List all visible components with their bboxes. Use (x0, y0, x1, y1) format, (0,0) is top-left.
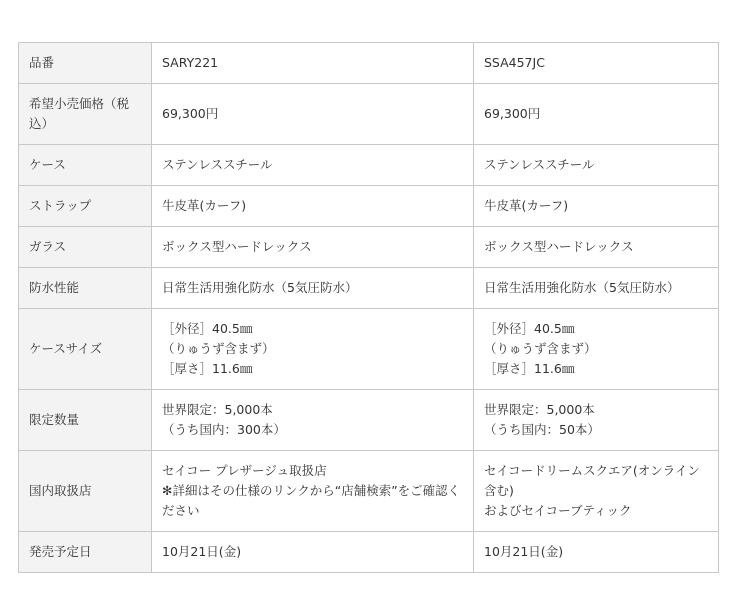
row-label: ストラップ (19, 186, 152, 227)
row-label: ケース (19, 145, 152, 186)
row-label: 国内取扱店 (19, 451, 152, 532)
table-row (19, 145, 719, 186)
cell-col2: 69,300円 (474, 84, 719, 145)
cell-col2: ボックス型ハードレックス (474, 227, 719, 268)
cell-col1: 日常生活用強化防水（5気圧防水） (152, 268, 474, 309)
table-row (19, 268, 719, 309)
table-row (19, 390, 719, 451)
row-label: 品番 (19, 43, 152, 84)
table-row (19, 186, 719, 227)
cell-col2: セイコードリームスクエア(オンライン含む) およびセイコーブティック (474, 451, 719, 532)
cell-col2: 日常生活用強化防水（5気圧防水） (474, 268, 719, 309)
cell-col1: 10月21日(金) (152, 532, 474, 573)
row-label: 限定数量 (19, 390, 152, 451)
row-label: ガラス (19, 227, 152, 268)
cell-col2: 10月21日(金) (474, 532, 719, 573)
row-label: 発売予定日 (19, 532, 152, 573)
row-label: 希望小売価格（税込） (19, 84, 152, 145)
cell-col1: 牛皮革(カーフ) (152, 186, 474, 227)
table-row (19, 84, 719, 145)
cell-col2: 牛皮革(カーフ) (474, 186, 719, 227)
cell-col2: ［外径］40.5㎜ （りゅうず含まず） ［厚さ］11.6㎜ (474, 309, 719, 390)
row-label: ケースサイズ (19, 309, 152, 390)
spec-table (18, 42, 719, 573)
table-row (19, 309, 719, 390)
cell-col1: セイコー プレザージュ取扱店 ✻詳細はその仕様のリンクから“店舗検索”をご確認ください (152, 451, 474, 532)
table-row (19, 451, 719, 532)
cell-col2: ステンレススチール (474, 145, 719, 186)
row-label: 防水性能 (19, 268, 152, 309)
cell-col1: 69,300円 (152, 84, 474, 145)
table-row (19, 227, 719, 268)
cell-col2: SSA457JC (474, 43, 719, 84)
cell-col1: 世界限定：5,000本 （うち国内：300本） (152, 390, 474, 451)
cell-col1: SARY221 (152, 43, 474, 84)
cell-col1: ［外径］40.5㎜ （りゅうず含まず） ［厚さ］11.6㎜ (152, 309, 474, 390)
cell-col1: ステンレススチール (152, 145, 474, 186)
table-row (19, 532, 719, 573)
cell-col2: 世界限定：5,000本 （うち国内：50本） (474, 390, 719, 451)
table-row (19, 43, 719, 84)
cell-col1: ボックス型ハードレックス (152, 227, 474, 268)
